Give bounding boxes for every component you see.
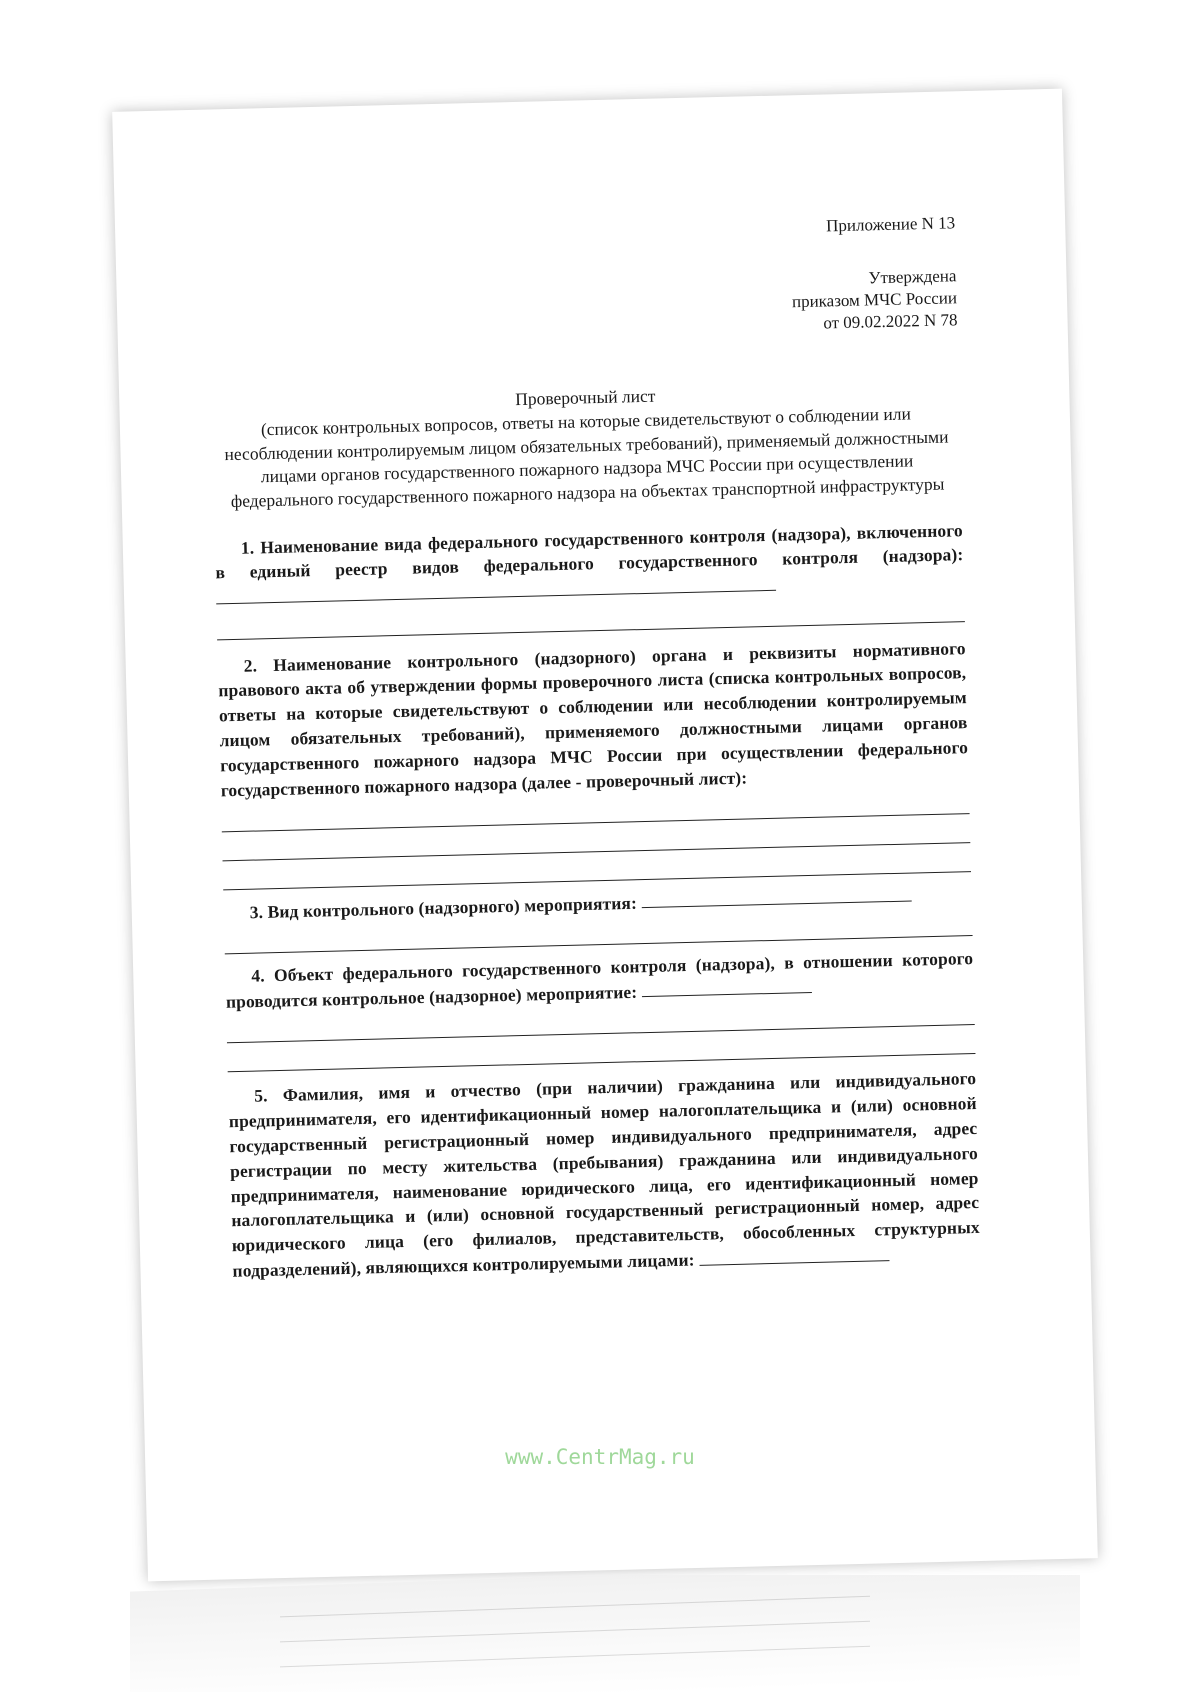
reflection-line xyxy=(280,1621,870,1643)
reflection-fade xyxy=(130,1575,1080,1692)
item-2 xyxy=(217,636,968,803)
appendix-label: Приложение N 13 xyxy=(825,213,956,236)
reflection-line xyxy=(280,1596,870,1618)
sheet-reflection xyxy=(130,1575,1080,1692)
item-2-text: 2. Наименование контрольного (надзорного) органа и реквизиты нормативного правового акта об утверждении формы проверочного листа (списка контрольных вопросов, ответы на которые свидетельствуют о соблюдении или несоблюдении контролируемым лицом обязательных требований), применяемого должностными лицами органов государственного пожарного надзора МЧС России при осуществлении федерального государственного пожарного надзора (далее - проверочный лист): xyxy=(218,637,969,801)
title-block xyxy=(221,378,952,514)
item-1-text: 1. Наименование вида федерального государственного контроля (надзора), включенного в единый реестр видов федерального государственного контроля (надзора): xyxy=(215,519,964,583)
approval-line-2: приказом МЧС России xyxy=(791,288,958,312)
site-watermark: www.CentrMag.ru xyxy=(505,1445,695,1469)
approval-line-1: Утверждена xyxy=(868,266,957,288)
document-subtitle: (список контрольных вопросов, ответы на которые свидетельствуют о соблюдении или несоблюдении контролируемым лицом обязательных требований), применяемый должностными лицами органов государственного пожарного надзора МЧС России при осуществлении федерального государственного пожарного надзора на объектах транспортной инфраструктуры xyxy=(224,403,949,511)
item-4-text: 4. Объект федерального государственного контроля (надзора), в отношении которого проводится контрольное (надзорное) мероприятие: xyxy=(225,948,974,1012)
item-4-fill-line xyxy=(641,975,811,998)
item-5-fill-line xyxy=(699,1242,889,1265)
item-5-text: 5. Фамилия, имя и отчество (при наличии) гражданина или индивидуального предпринимателя, его идентификационный номер налогоплательщика и (или) основной государственный регистрационный номер индивидуального предпринимателя, адрес регистрации по месту жительства (пребывания) гражданина или индивидуального предпринимателя, наименование юридического лица, его идентификационный номер налогоплательщика и (или) основной государственный регистрационный номер, адрес юридического лица (его филиалов, представительств, обособленных структурных подразделений), являющихся контролируемыми лицами: xyxy=(228,1068,980,1281)
approval-block xyxy=(208,265,957,350)
item-5 xyxy=(228,1066,981,1283)
document-content xyxy=(207,211,981,1283)
document-sheet xyxy=(112,89,1098,1582)
item-3-fill-line xyxy=(641,883,911,908)
document-title: Проверочный лист xyxy=(514,386,656,410)
reflection-line xyxy=(280,1646,870,1668)
approval-line-3: от 09.02.2022 N 78 xyxy=(823,310,958,333)
item-3-text: 3. Вид контрольного (надзорного) мероприятия: xyxy=(249,892,638,922)
